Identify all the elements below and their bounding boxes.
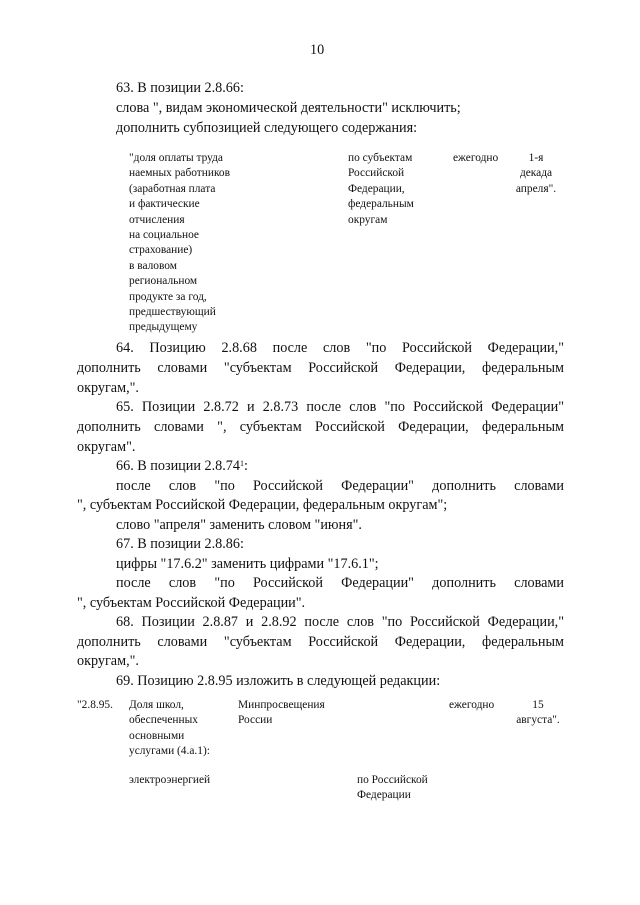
indicator-line: обеспеченных	[129, 714, 198, 727]
breakdown-line: Российской	[348, 167, 405, 180]
item-65-line-3: округам".	[77, 439, 136, 455]
agency-line: России	[238, 714, 273, 727]
indicator-line: на социальное	[129, 229, 199, 242]
item-63-table-breakdown	[348, 151, 414, 228]
sub-breakdown-line: Федерации	[357, 789, 411, 802]
agency-line: Минпросвещения	[238, 699, 325, 711]
indicator-line: региональном	[129, 275, 198, 288]
indicator-line: "доля оплаты труда	[129, 152, 223, 164]
breakdown-line: по субъектам	[348, 152, 413, 164]
item-69-title: 69. Позицию 2.8.95 изложить в следующей редакции:	[116, 673, 441, 689]
item-67-title: 67. В позиции 2.8.86:	[116, 536, 244, 552]
item-69-table-number: "2.8.95.	[77, 699, 113, 711]
item-66-line-3: слово "апреля" заменить словом "июня".	[116, 517, 362, 533]
item-64-line-1: 64. Позицию 2.8.68 после слов "по Российской Федерации,"	[116, 340, 564, 356]
item-68-line-1: 68. Позиции 2.8.87 и 2.8.92 после слов "по Российской Федерации,"	[116, 614, 564, 630]
indicator-line: отчисления	[129, 213, 185, 226]
indicator-line: наемных работников	[129, 167, 230, 180]
item-64-line-2: дополнить словами "субъектам Российской Федерации, федеральным	[77, 360, 564, 376]
item-66-title	[116, 456, 248, 476]
item-67-line-2: после слов "по Российской Федерации" дополнить словами	[116, 575, 564, 591]
item-67-line-3: ", субъектам Российской Федерации".	[77, 595, 306, 611]
deadline-line: 15	[532, 699, 544, 711]
item-69-table-agency	[238, 698, 325, 729]
item-69-table-sub-indicator: электроэнергией	[129, 774, 211, 786]
item-65-line-2: дополнить словами ", субъектам Российской Федерации, федеральным	[77, 419, 564, 435]
indicator-line: и фактические	[129, 198, 200, 211]
indicator-line: предыдущему	[129, 321, 198, 334]
item-66-line-2: ", субъектам Российской Федерации, федеральным округам";	[77, 497, 448, 513]
item-68-line-2: дополнить словами "субъектам Российской Федерации, федеральным	[77, 634, 564, 650]
item-63-table-deadline	[507, 151, 565, 197]
item-68-line-3: округам,".	[77, 653, 139, 669]
indicator-line: в валовом	[129, 259, 177, 272]
breakdown-line: федеральным	[348, 198, 414, 211]
breakdown-line: Федерации,	[348, 182, 405, 195]
item-65-line-1: 65. Позиции 2.8.72 и 2.8.73 после слов "по Российской Федерации"	[116, 399, 564, 415]
indicator-line: страхование)	[129, 244, 193, 257]
item-63-table-indicator	[129, 151, 230, 336]
item-63-title: 63. В позиции 2.8.66:	[116, 80, 244, 96]
deadline-line: августа".	[516, 714, 560, 727]
item-66-title-text: 66. В позиции 2.8.74	[116, 458, 240, 474]
item-64-line-3: округам,".	[77, 380, 139, 396]
page-number: 10	[310, 42, 325, 58]
deadline-line: декада	[519, 167, 553, 180]
item-69-table-sub-breakdown	[357, 773, 428, 804]
breakdown-line: округам	[348, 213, 388, 226]
item-69-table-indicator	[129, 698, 210, 760]
item-69-table-periodicity: ежегодно	[449, 699, 495, 711]
item-63-line-1: слова ", видам экономической деятельности" исключить;	[116, 100, 461, 116]
item-67-line-1: цифры "17.6.2" заменить цифрами "17.6.1";	[116, 556, 379, 572]
deadline-line: апреля".	[515, 182, 557, 195]
item-66-title-colon: :	[243, 458, 248, 474]
item-69-table-deadline	[509, 698, 567, 729]
indicator-line: предшествующий	[129, 306, 216, 319]
indicator-line: Доля школ,	[129, 699, 184, 711]
item-63-table-periodicity: ежегодно	[453, 152, 499, 164]
indicator-line: услугами (4.а.1):	[129, 745, 210, 758]
indicator-line: продукте за год,	[129, 290, 207, 303]
deadline-line: 1-я	[528, 152, 544, 164]
indicator-line: (заработная плата	[129, 182, 216, 195]
item-66-line-1: после слов "по Российской Федерации" дополнить словами	[116, 478, 564, 494]
indicator-line: основными	[129, 729, 185, 742]
item-66-title-superscript: 1	[239, 459, 244, 468]
sub-breakdown-line: по Российской	[357, 774, 428, 786]
item-63-line-2: дополнить субпозицией следующего содержания:	[116, 120, 418, 136]
